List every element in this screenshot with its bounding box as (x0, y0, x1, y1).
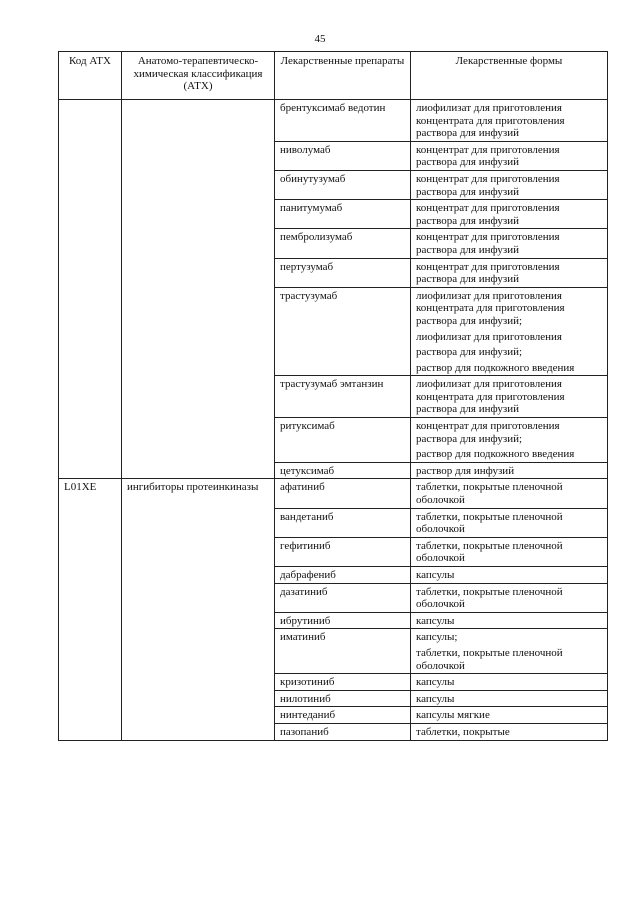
atc-classification-cell (122, 612, 275, 629)
atc-code-cell (59, 508, 122, 537)
drug-name-cell: кризотиниб (275, 674, 411, 691)
atc-classification-cell (122, 583, 275, 612)
atc-classification-cell (122, 537, 275, 566)
dosage-form-item: капсулы (416, 676, 455, 689)
drug-name-cell: трастузумаб эмтанзин (275, 376, 411, 418)
dosage-form-item: таблетки, покрытые (416, 725, 510, 738)
dosage-forms-cell (411, 567, 608, 584)
drug-table (58, 51, 608, 741)
table-row (59, 376, 608, 418)
atc-code-cell (59, 141, 122, 170)
drug-name-cell: панитумумаб (275, 200, 411, 229)
table-row (59, 200, 608, 229)
dosage-forms-cell (411, 376, 608, 418)
dosage-form-item: концентрат для приготовления раствора для инфузий; (416, 420, 560, 445)
atc-classification-cell (122, 141, 275, 170)
header-drugs: Лекарственные препараты (275, 52, 411, 100)
drug-name-cell: пазопаниб (275, 723, 411, 740)
atc-classification-cell (122, 258, 275, 287)
atc-code-cell (59, 100, 122, 142)
dosage-form-item: капсулы (416, 569, 455, 581)
table-row (59, 229, 608, 258)
dosage-form-item: раствор для подкожного введения (416, 361, 575, 374)
dosage-form-item: раствора для инфузий; (416, 346, 523, 359)
atc-code-cell (59, 462, 122, 479)
dosage-forms-cell (411, 707, 608, 724)
table-row (59, 690, 608, 707)
table-row (59, 462, 608, 479)
atc-code-cell (59, 583, 122, 612)
drug-name-cell: ибрутиниб (275, 612, 411, 629)
drug-name-cell: дабрафениб (275, 567, 411, 584)
atc-classification-cell (122, 229, 275, 258)
drug-name-cell: ниволумаб (275, 141, 411, 170)
dosage-form-item: таблетки, покрытые пленочной оболочкой (416, 510, 563, 536)
dosage-forms-cell (411, 583, 608, 612)
dosage-forms-cell (411, 287, 608, 376)
dosage-form-item: таблетки, покрытые пленочной оболочкой (416, 481, 563, 507)
atc-code-cell (59, 376, 122, 418)
atc-classification-cell (122, 674, 275, 691)
atc-classification-cell (122, 462, 275, 479)
atc-classification-cell (122, 723, 275, 740)
dosage-form-item: раствор для инфузий (416, 464, 515, 477)
atc-classification-cell (122, 170, 275, 199)
drug-name-cell: иматиниб (275, 629, 411, 674)
table-row (59, 583, 608, 612)
dosage-forms-cell (411, 690, 608, 707)
dosage-form-item: раствор для подкожного введения (416, 448, 575, 461)
table-body (59, 100, 608, 741)
table-row (59, 537, 608, 566)
dosage-forms-cell (411, 258, 608, 287)
dosage-forms-cell (411, 418, 608, 463)
drug-name-cell: пембролизумаб (275, 229, 411, 258)
atc-classification-cell (122, 707, 275, 724)
atc-code-cell (59, 723, 122, 740)
drug-name-cell: афатиниб (275, 479, 411, 508)
table-row (59, 287, 608, 376)
atc-classification-cell (122, 690, 275, 707)
drug-name-cell: вандетаниб (275, 508, 411, 537)
drug-name-cell: нинтеданиб (275, 707, 411, 724)
dosage-forms-cell (411, 629, 608, 674)
dosage-form-item: капсулы мягкие (416, 709, 490, 722)
header-forms: Лекарственные формы (411, 52, 608, 100)
drug-name-cell: обинутузумаб (275, 170, 411, 199)
atc-code-cell (59, 629, 122, 674)
dosage-form-item: концентрат для приготовления раствора для инфузий (416, 143, 560, 169)
dosage-forms-cell (411, 537, 608, 566)
header-code: Код АТХ (59, 52, 122, 100)
table-row (59, 418, 608, 463)
header-row (59, 52, 608, 100)
dosage-forms-cell (411, 479, 608, 508)
atc-code-cell (59, 418, 122, 463)
dosage-form-item: лиофилизат для приготовления концентрата для приготовления раствора для инфузий; (416, 289, 565, 327)
atc-classification-cell (122, 287, 275, 376)
table-row (59, 100, 608, 142)
drug-name-cell: пертузумаб (275, 258, 411, 287)
table-row (59, 567, 608, 584)
dosage-forms-cell (411, 462, 608, 479)
dosage-form-item: лиофилизат для приготовления концентрата для приготовления раствора для инфузий (416, 102, 565, 140)
drug-name-cell: цетуксимаб (275, 462, 411, 479)
table-row (59, 508, 608, 537)
atc-code-cell (59, 612, 122, 629)
dosage-form-item: таблетки, покрытые пленочной оболочкой (416, 585, 563, 611)
atc-code-cell (59, 170, 122, 199)
dosage-form-item: таблетки, покрытые пленочной оболочкой (416, 646, 563, 672)
table-row (59, 707, 608, 724)
dosage-form-item: таблетки, покрытые пленочной оболочкой (416, 539, 563, 565)
table-row (59, 723, 608, 740)
table-row (59, 612, 608, 629)
atc-code-cell (59, 200, 122, 229)
atc-classification-cell (122, 567, 275, 584)
dosage-form-item: концентрат для приготовления раствора для инфузий (416, 172, 560, 198)
dosage-forms-cell (411, 141, 608, 170)
atc-classification-cell (122, 508, 275, 537)
atc-code-cell (59, 674, 122, 691)
atc-code-cell (59, 287, 122, 376)
dosage-form-item: концентрат для приготовления раствора для инфузий (416, 231, 560, 256)
dosage-form-item: концентрат для приготовления раствора для инфузий (416, 260, 560, 286)
atc-code-cell (59, 537, 122, 566)
table-row (59, 258, 608, 287)
atc-classification-cell (122, 629, 275, 674)
drug-name-cell: трастузумаб (275, 287, 411, 376)
header-classification: Анатомо-терапевтическо-химическая классификация (АТХ) (122, 52, 275, 100)
dosage-forms-cell (411, 612, 608, 629)
atc-classification-cell (122, 200, 275, 229)
table-row (59, 674, 608, 691)
dosage-forms-cell (411, 170, 608, 199)
atc-classification-cell (122, 376, 275, 418)
drug-name-cell: брентуксимаб ведотин (275, 100, 411, 142)
dosage-forms-cell (411, 100, 608, 142)
dosage-forms-cell (411, 674, 608, 691)
table-row (59, 479, 608, 508)
table-row (59, 170, 608, 199)
drug-name-cell: гефитиниб (275, 537, 411, 566)
table-row (59, 629, 608, 674)
atc-code-cell (59, 258, 122, 287)
dosage-form-item: концентрат для приготовления раствора для инфузий (416, 202, 560, 227)
dosage-forms-cell (411, 200, 608, 229)
atc-code-cell (59, 690, 122, 707)
drug-name-cell: ритуксимаб (275, 418, 411, 463)
drug-name-cell: нилотиниб (275, 690, 411, 707)
atc-code-cell (59, 229, 122, 258)
page-number: 45 (314, 33, 326, 45)
dosage-form-item: лиофилизат для приготовления (416, 330, 562, 343)
atc-classification-cell: ингибиторы протеинкиназы (122, 479, 275, 508)
atc-code-cell (59, 707, 122, 724)
drug-name-cell: дазатиниб (275, 583, 411, 612)
atc-code-cell (59, 567, 122, 584)
dosage-forms-cell (411, 723, 608, 740)
table-row (59, 141, 608, 170)
dosage-form-item: капсулы; (416, 631, 458, 644)
dosage-form-item: капсулы (416, 614, 455, 627)
dosage-form-item: лиофилизат для приготовления концентрата для приготовления раствора для инфузий (416, 378, 565, 416)
dosage-form-item: капсулы (416, 692, 455, 705)
atc-classification-cell (122, 100, 275, 142)
atc-code-cell: L01XE (59, 479, 122, 508)
atc-classification-cell (122, 418, 275, 463)
dosage-forms-cell (411, 508, 608, 537)
dosage-forms-cell (411, 229, 608, 258)
